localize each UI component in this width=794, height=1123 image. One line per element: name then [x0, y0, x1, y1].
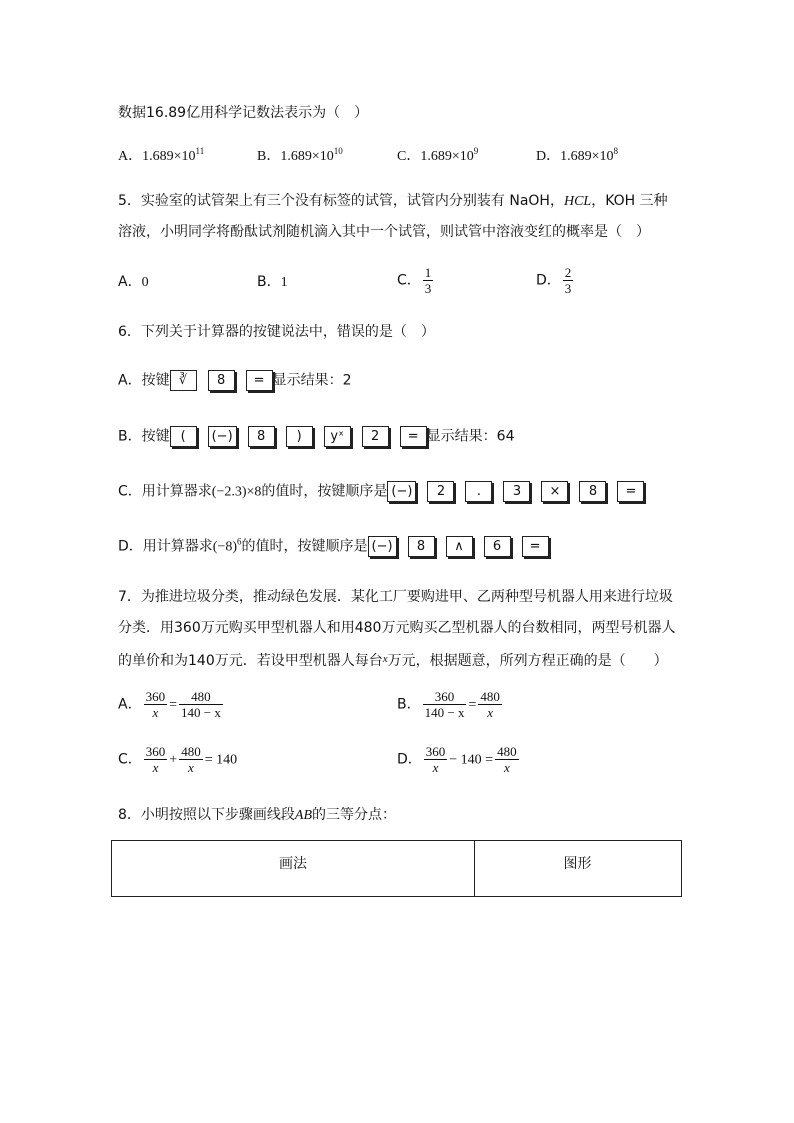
key-8: 8: [579, 481, 606, 502]
method-column: [112, 841, 475, 896]
q6-option-b: B．按键 ( (−) 8 ) yˣ 2 = 显示结果：64: [118, 426, 514, 447]
q7-option-d: D． $\frac{360}{x}$ − 140 = $\frac{480}{x}$: [397, 744, 517, 775]
key-2: 2: [362, 426, 389, 447]
q4-option-c: C．$1.689\times 10^9$: [397, 146, 479, 164]
equals-key: =: [246, 370, 273, 391]
q7-line-1: 7．为推进垃圾分类，推动绿色发展．某化工厂要购进甲、乙两种型号机器人用来进行垃圾: [118, 589, 673, 605]
left-paren-key: (: [170, 426, 197, 447]
q5-line-2: 溶液，小明同学将酚酞试剂随机滴入其中一个试管，则试管中溶液变红的概率是（ ）: [118, 224, 650, 240]
q7-line-3: 的单价和为140万元．若设甲型机器人每台$^x$万元，根据题意，所列方程正确的是（ ）: [118, 653, 668, 669]
power-key: yˣ: [324, 426, 351, 447]
cube-root-key: ∛: [170, 370, 197, 391]
q7-option-c: C． $\frac{360}{x}$ + $\frac{480}{x}$ = 140: [118, 744, 238, 775]
key-8: 8: [208, 370, 235, 391]
q7-option-b: B． $\frac{360}{140 - x}$ = $\frac{480}{x}$: [397, 689, 500, 720]
q6-stem: 6．下列关于计算器的按键说法中，错误的是（ ）: [118, 324, 435, 340]
q6-option-d: D．用计算器求$(-8)^6$的值时，按键顺序是 (−) 8 ∧ 6 =: [118, 536, 560, 558]
q7-option-a: A． $\frac{360}{x}$ = $\frac{480}{140 - x}$: [118, 689, 221, 720]
figure-column: [474, 841, 681, 896]
equals-key: =: [400, 426, 427, 447]
q4-stem: 数据16.89亿用科学记数法表示为（ ）: [118, 105, 369, 121]
q5-option-a: A．0: [118, 274, 149, 290]
q4-option-a: A．$1.689\times 10^{11}$: [118, 146, 205, 164]
q5-option-b: B．1: [257, 274, 288, 290]
caret-key: ∧: [446, 536, 473, 557]
q6-option-a: A．按键 ∛ 8 = 显示结果：2: [118, 370, 352, 391]
q4-option-d: D．$1.689\times 10^8$: [536, 146, 619, 164]
q6-option-c: C．用计算器求(−2.3)×8的值时，按键顺序是 (−) 2 . 3 × 8 =: [118, 481, 655, 503]
q5-line-1: 5．实验室的试管架上有三个没有标签的试管，试管内分别装有 NaOH，HCL，KOH 三种: [118, 193, 668, 209]
decimal-key: .: [465, 481, 492, 502]
key-6: 6: [484, 536, 511, 557]
key-3: 3: [503, 481, 530, 502]
key-8: 8: [248, 426, 275, 447]
equals-key: =: [522, 536, 549, 557]
q7-line-2: 分类．用360万元购买甲型机器人和用480万元购买乙型机器人的台数相同，两型号机器人: [118, 620, 676, 636]
q5-option-c: C． $\frac{1}{3}$: [397, 265, 432, 296]
negative-key: (−): [208, 426, 237, 447]
q4-option-b: B．$1.689\times 10^{10}$: [257, 146, 343, 164]
q8-stem: 8．小明按照以下步骤画线段AB的三等分点：: [118, 807, 397, 823]
key-2: 2: [427, 481, 454, 502]
right-paren-key: ): [286, 426, 313, 447]
q5-option-d: D． $\frac{2}{3}$: [536, 265, 572, 296]
method-figure-table: [111, 840, 682, 897]
figure-header: 图形: [563, 856, 592, 872]
multiply-key: ×: [541, 481, 568, 502]
key-8: 8: [408, 536, 435, 557]
method-header: 画法: [279, 856, 307, 872]
equals-key: =: [617, 481, 644, 502]
negative-key: (−): [368, 536, 397, 557]
negative-key: (−): [387, 481, 416, 502]
